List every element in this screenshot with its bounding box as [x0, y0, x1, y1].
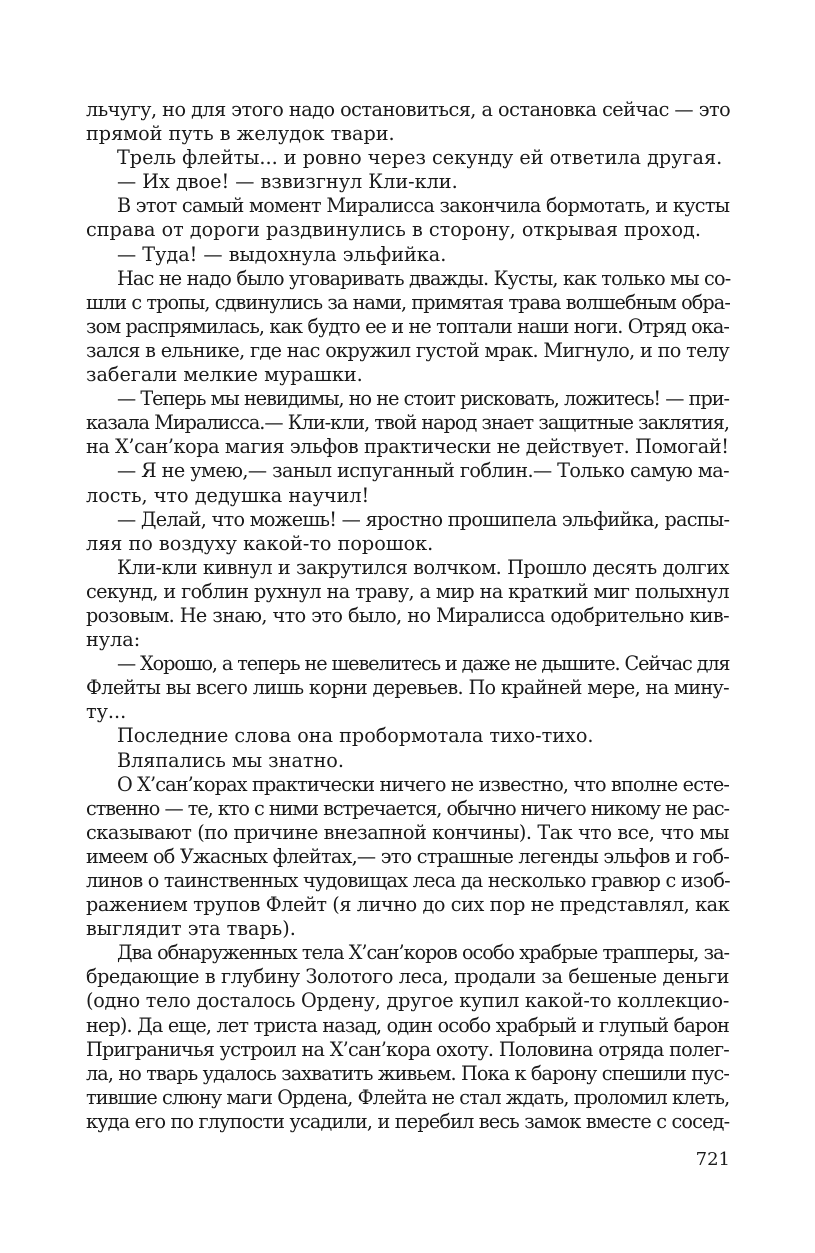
- text-line: Нас не надо было уговаривать дважды. Кусты, как только мы со-: [117, 266, 731, 290]
- text-line: нула:: [86, 628, 141, 652]
- text-line: прямой путь в желудок твари.: [86, 122, 395, 146]
- text-line: справа от дороги раздвинулись в сторону, открывая проход.: [86, 218, 701, 242]
- text-line: ражением трупов Флейт (я лично до сих пор не представлял, как: [86, 893, 730, 917]
- text-line: Кли-кли кивнул и закрутился волчком. Прошло десять долгих: [117, 555, 729, 579]
- text-line: Приграничья устроил на Х’сан’кора охоту. Половина отряда полег-: [86, 1037, 729, 1061]
- text-line: зался в ельнике, где нас окружил густой мрак. Мигнуло, и по телу: [86, 338, 729, 362]
- text-line: выглядит эта тварь).: [86, 917, 296, 941]
- text-line: лость, что дедушка научил!: [86, 483, 370, 507]
- text-line: линов о таинственных чудовищах леса да несколько гравюр с изоб-: [86, 869, 730, 892]
- page-number: 721: [695, 1149, 730, 1170]
- text-line: — Их двое! — взвизгнул Кли-кли.: [117, 170, 458, 194]
- text-line: ляя по воздуху какой-то порошок.: [86, 531, 434, 555]
- text-line: Два обнаруженных тела Х’сан’коров особо храбрые трапперы, за-: [117, 941, 729, 965]
- text-line: зом распрямилась, как будто ее и не топтали наши ноги. Отряд ока-: [86, 314, 729, 338]
- text-line: (одно тело досталось Ордену, другое купил какой-то коллекцио-: [86, 989, 730, 1013]
- text-line: Вляпались мы знатно.: [117, 748, 344, 772]
- body-text: [86, 98, 729, 1134]
- text-line: розовым. Не знаю, что это было, но Миралисса одобрительно кив-: [86, 603, 729, 627]
- text-line: сказывают (по причине внезапной кончины). Так что все, что мы: [86, 820, 729, 844]
- text-line: Трель флейты... и ровно через секунду ей ответила другая.: [117, 146, 723, 170]
- text-line: казала Миралисса.— Кли-кли, твой народ знает защитные заклятия,: [86, 411, 729, 435]
- text-line: — Я не умею,— заныл испуганный гоблин.— Только самую ма-: [117, 459, 730, 483]
- text-line: ту...: [86, 700, 127, 724]
- text-line: нер). Да еще, лет триста назад, один особо храбрый и глупый барон: [86, 1013, 729, 1037]
- text-line: забегали мелкие мурашки.: [86, 363, 363, 387]
- text-line: имеем об Ужасных флейтах,— это страшные легенды эльфов и гоб-: [86, 844, 729, 868]
- text-line: Последние слова она пробормотала тихо-тихо.: [117, 724, 594, 748]
- text-line: — Хорошо, а теперь не шевелитесь и даже не дышите. Сейчас для: [117, 652, 730, 676]
- text-line: ственно — те, кто с ними встречается, обычно ничего никому не рас-: [86, 796, 729, 820]
- text-line: ла, но тварь удалось захватить живьем. Пока к барону спешили пус-: [86, 1061, 729, 1085]
- text-line: тившие слюну маги Ордена, Флейта не стал ждать, проломил клеть,: [86, 1085, 730, 1109]
- text-line: В этот самый момент Миралисса закончила бормотать, и кусты: [117, 194, 730, 218]
- text-line: — Туда! — выдохнула эльфийка.: [117, 242, 447, 266]
- text-line: шли с тропы, сдвинулись за нами, примятая трава волшебным обра-: [86, 290, 730, 314]
- text-line: — Теперь мы невидимы, но не стоит рисковать, ложитесь! — при-: [117, 387, 729, 411]
- text-line: льчугу, но для этого надо остановиться, а остановка сейчас — это: [86, 98, 731, 121]
- text-line: О Х’сан’корах практически ничего не известно, что вполне есте-: [117, 772, 729, 796]
- text-line: секунд, и гоблин рухнул на траву, а мир на краткий миг полыхнул: [86, 579, 729, 603]
- text-line: — Делай, что можешь! — яростно прошипела эльфийка, распы-: [117, 507, 730, 531]
- text-line: куда его по глупости усадили, и перебил весь замок вместе с сосед-: [86, 1109, 730, 1133]
- text-line: Флейты вы всего лишь корни деревьев. По крайней мере, на мину-: [86, 676, 729, 700]
- text-line: на Х’сан’кора магия эльфов практически не действует. Помогай!: [86, 435, 729, 459]
- text-line: бредающие в глубину Золотого леса, продали за бешеные деньги: [86, 965, 729, 989]
